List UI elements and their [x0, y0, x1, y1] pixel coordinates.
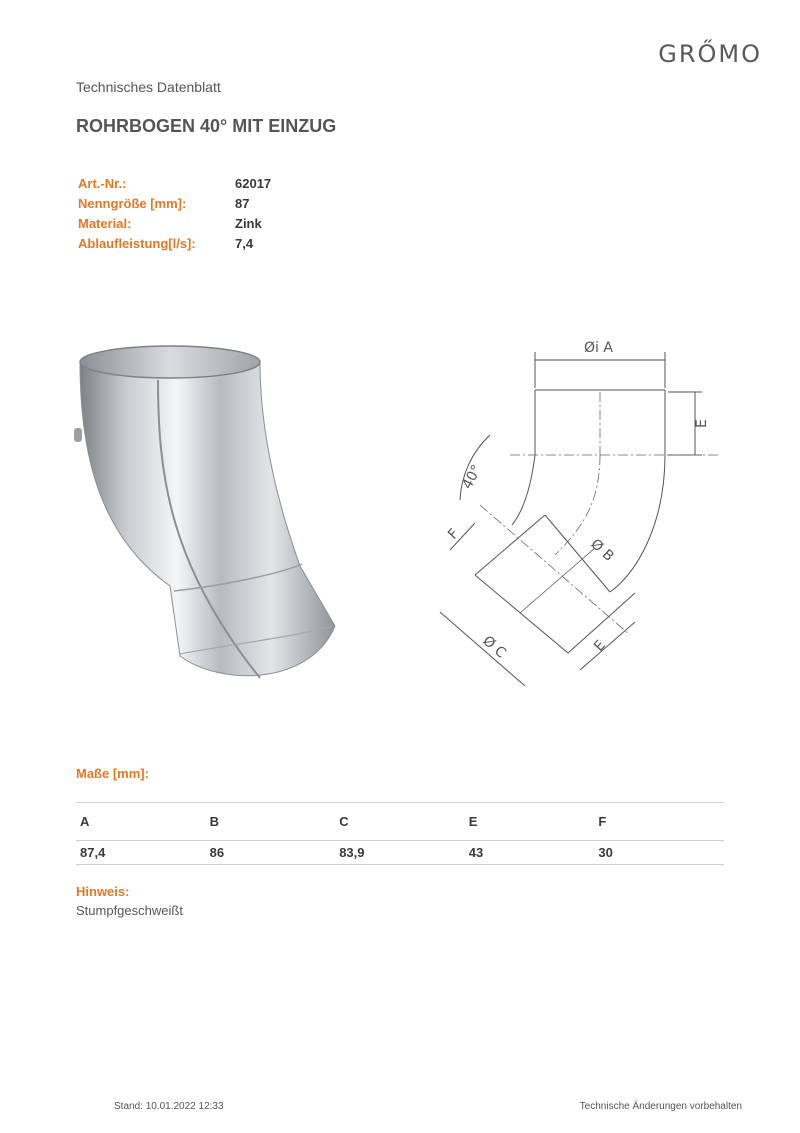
label-e-bottom: E: [591, 637, 609, 655]
label-diameter-a: Øi A: [584, 340, 613, 356]
column-header-e: E: [468, 814, 478, 829]
dimensions-heading: Maße [mm]:: [76, 766, 149, 781]
note-text: Stumpfgeschweißt: [76, 903, 183, 918]
dimensions-table: [76, 802, 724, 865]
cell-a: 87,4: [80, 845, 106, 860]
note-label: Hinweis:: [76, 884, 130, 899]
column-header-a: A: [80, 814, 90, 829]
spec-label: Nenngröße [mm]:: [78, 196, 187, 211]
page-title: ROHRBOGEN 40° MIT EINZUG: [76, 116, 337, 136]
spec-value: 62017: [235, 176, 272, 191]
spec-value: Zink: [235, 216, 262, 231]
column-header-b: B: [209, 814, 219, 829]
spec-label: Material:: [78, 216, 132, 231]
footer-disclaimer: Technische Änderungen vorbehalten: [579, 1101, 742, 1112]
spec-row-drain-capacity: [78, 234, 271, 254]
spec-table: [78, 174, 271, 254]
label-e-top: E: [694, 419, 710, 428]
column-header-f: F: [598, 814, 607, 829]
document-type-label: Technisches Datenblatt: [76, 79, 221, 95]
spec-row-material: [78, 214, 271, 234]
spec-value: 7,4: [235, 236, 254, 251]
table-header-row: [76, 803, 724, 841]
label-angle: 40°: [459, 462, 486, 492]
brand-logo: GRŐMO: [658, 40, 762, 68]
label-diameter-c: Ø C: [479, 632, 509, 662]
footer-date: Stand: 10.01.2022 12:33: [114, 1101, 224, 1112]
spec-label: Art.-Nr.:: [78, 176, 127, 191]
cell-f: 30: [598, 845, 613, 860]
technical-drawing: [430, 330, 730, 710]
spec-value: 87: [235, 196, 250, 211]
product-photo: [70, 336, 350, 706]
column-header-c: C: [339, 814, 349, 829]
label-diameter-b: Ø B: [587, 536, 617, 565]
spec-row-nominal-size: [78, 194, 271, 214]
spec-row-article-number: [78, 174, 271, 194]
table-row: [76, 841, 724, 865]
cell-e: 43: [468, 845, 484, 860]
spec-label: Ablaufleistung[l/s]:: [78, 236, 196, 251]
cell-c: 83,9: [339, 845, 365, 860]
label-f: F: [445, 525, 463, 543]
cell-b: 86: [209, 845, 225, 860]
